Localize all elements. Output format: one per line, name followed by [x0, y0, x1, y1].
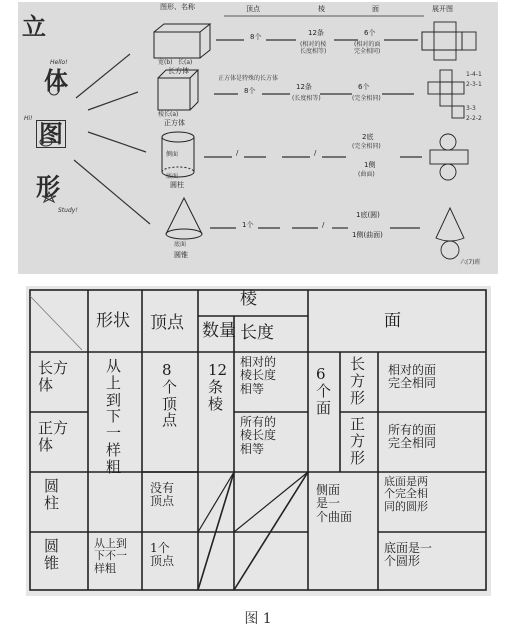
header-edge: 棱: [240, 289, 257, 309]
row-shape-cylinder-prism: 从 上 到 下 一 样 粗: [106, 357, 122, 476]
row-edge-length-cuboid: 相对的 棱长度 相等: [240, 355, 277, 396]
cube-note: 正方体是特殊的长方体: [218, 75, 279, 82]
mm-header-name: 图形、名称: [160, 3, 195, 11]
table-photo: [26, 286, 491, 596]
mindmap-title-char-4: 形: [36, 172, 60, 201]
net-label-3: 3-3: [466, 105, 476, 112]
row-name-cuboid: 长方 体: [38, 359, 69, 394]
cylinder-sketch: [162, 132, 194, 142]
row-name-cylinder: 圆 柱: [44, 477, 60, 512]
row-face-detail-cuboid: 相对的面 完全相同: [388, 363, 437, 391]
row-face-side-cylinder: 侧面 是一 个曲面: [316, 483, 353, 524]
row-shape-cone: 从上到 下不一 样粗: [94, 537, 127, 575]
cube-dims: 棱长(a): [158, 111, 179, 118]
row1-faces-note: (相对的面 完全相同): [354, 41, 381, 55]
row4-edges: /: [322, 221, 325, 229]
cylinder-dim-side: 侧面: [166, 151, 179, 158]
cylinder-name: 圆柱: [170, 181, 184, 189]
net-label-2: 2-3-1: [466, 81, 482, 88]
row3-vertices: /: [236, 149, 239, 157]
row3-faces-note: (完全相同): [352, 143, 381, 150]
row2-faces-note: (完全相同): [352, 95, 381, 102]
cuboid-sketch: [154, 32, 200, 58]
net-label-4: 2-2-2: [466, 115, 482, 122]
cylinder-net: [430, 134, 468, 180]
row4-vertices: 1个: [242, 221, 254, 229]
study-doodle: Study!: [58, 207, 78, 214]
row4-faces: 1底(圆): [356, 211, 380, 219]
row1-edges-note: (相对的棱 长度相等): [300, 41, 327, 55]
row-name-cone: 圆 锥: [44, 537, 60, 572]
cube-sketch: [158, 78, 190, 110]
row-vertex-cone: 1个 顶点: [150, 541, 175, 569]
cube-name: 正方体: [164, 119, 185, 127]
mm-header-vertex: 顶点: [246, 5, 260, 13]
cone-net: [436, 208, 464, 259]
figure-caption: 图 1: [244, 611, 272, 627]
branch-line-cube: [88, 92, 138, 110]
row3-faces: 2底: [362, 133, 374, 141]
row2-faces: 6个: [358, 83, 370, 91]
cone-name: 圆锥: [174, 251, 188, 259]
cuboid-name: 长方体: [168, 67, 189, 75]
row-face-shape-cube: 正 方 形: [350, 415, 366, 467]
row-vertex-cylinder: 没有 顶点: [150, 481, 175, 509]
row3-faces-extra: 1侧: [364, 161, 376, 169]
row1-edges: 12条: [308, 29, 324, 37]
branch-line-cuboid: [76, 54, 130, 98]
cuboid-dim-b: 宽(b): [158, 59, 173, 66]
row-edge-length-cube: 所有的 棱长度 相等: [240, 415, 277, 456]
row3-faces-extra-note: (曲面): [358, 171, 375, 178]
mindmap-photo: [18, 2, 498, 274]
row1-faces: 6个: [364, 29, 376, 37]
row-edge-count-cuboid: 12 条 棱: [208, 361, 228, 413]
cylinder-dim-base: 底面: [166, 173, 179, 180]
mindmap-drawing: [18, 2, 498, 274]
mm-header-net: 展开图: [432, 5, 453, 13]
row-name-cube: 正方 体: [38, 419, 69, 454]
hello-doodle: Hello!: [50, 59, 68, 66]
mindmap-title-char-3: 图: [36, 120, 66, 148]
net-label-1: 1-4-1: [466, 71, 482, 78]
branch-line-cone: [74, 160, 150, 224]
row-face-shape-cuboid: 长 方 形: [350, 355, 366, 407]
header-edge-length: 长度: [240, 323, 274, 343]
row2-vertices: 8个: [244, 87, 256, 95]
cuboid-dim-a: 长(a): [178, 59, 193, 66]
header-face: 面: [384, 311, 401, 331]
cube-net: [428, 70, 464, 118]
row2-edges-note: (长度相等): [292, 95, 321, 102]
mm-header-face: 面: [372, 5, 379, 13]
signature: 六(7)班: [460, 259, 481, 266]
row2-edges: 12条: [296, 83, 312, 91]
row-vertex-cuboid: 8 个 顶 点: [162, 361, 178, 430]
header-shape: 形状: [96, 311, 130, 331]
row-face-detail-cube: 所有的面 完全相同: [388, 423, 437, 451]
cone-dims: 底面: [174, 241, 187, 248]
row3-edges: /: [314, 149, 317, 157]
row-face-detail-cylinder: 底面是两 个完全相 同的圆形: [384, 475, 428, 513]
row-face-detail-cone: 底面是一 个圆形: [384, 541, 433, 569]
mindmap-title-char-2: 体: [44, 66, 68, 95]
cuboid-net: [422, 22, 476, 60]
row1-vertices: 8个: [250, 33, 262, 41]
header-vertex: 顶点: [150, 313, 184, 333]
mindmap-title-char-1: 立: [22, 12, 46, 41]
mm-header-edge: 棱: [318, 5, 325, 13]
row4-faces-extra: 1侧(曲面): [352, 231, 383, 239]
branch-line-cylinder: [88, 132, 146, 152]
header-edge-count: 数量: [202, 321, 236, 341]
hi-doodle: Hi!: [24, 115, 33, 122]
row-face-count-cuboid: 6 个 面: [316, 365, 332, 417]
